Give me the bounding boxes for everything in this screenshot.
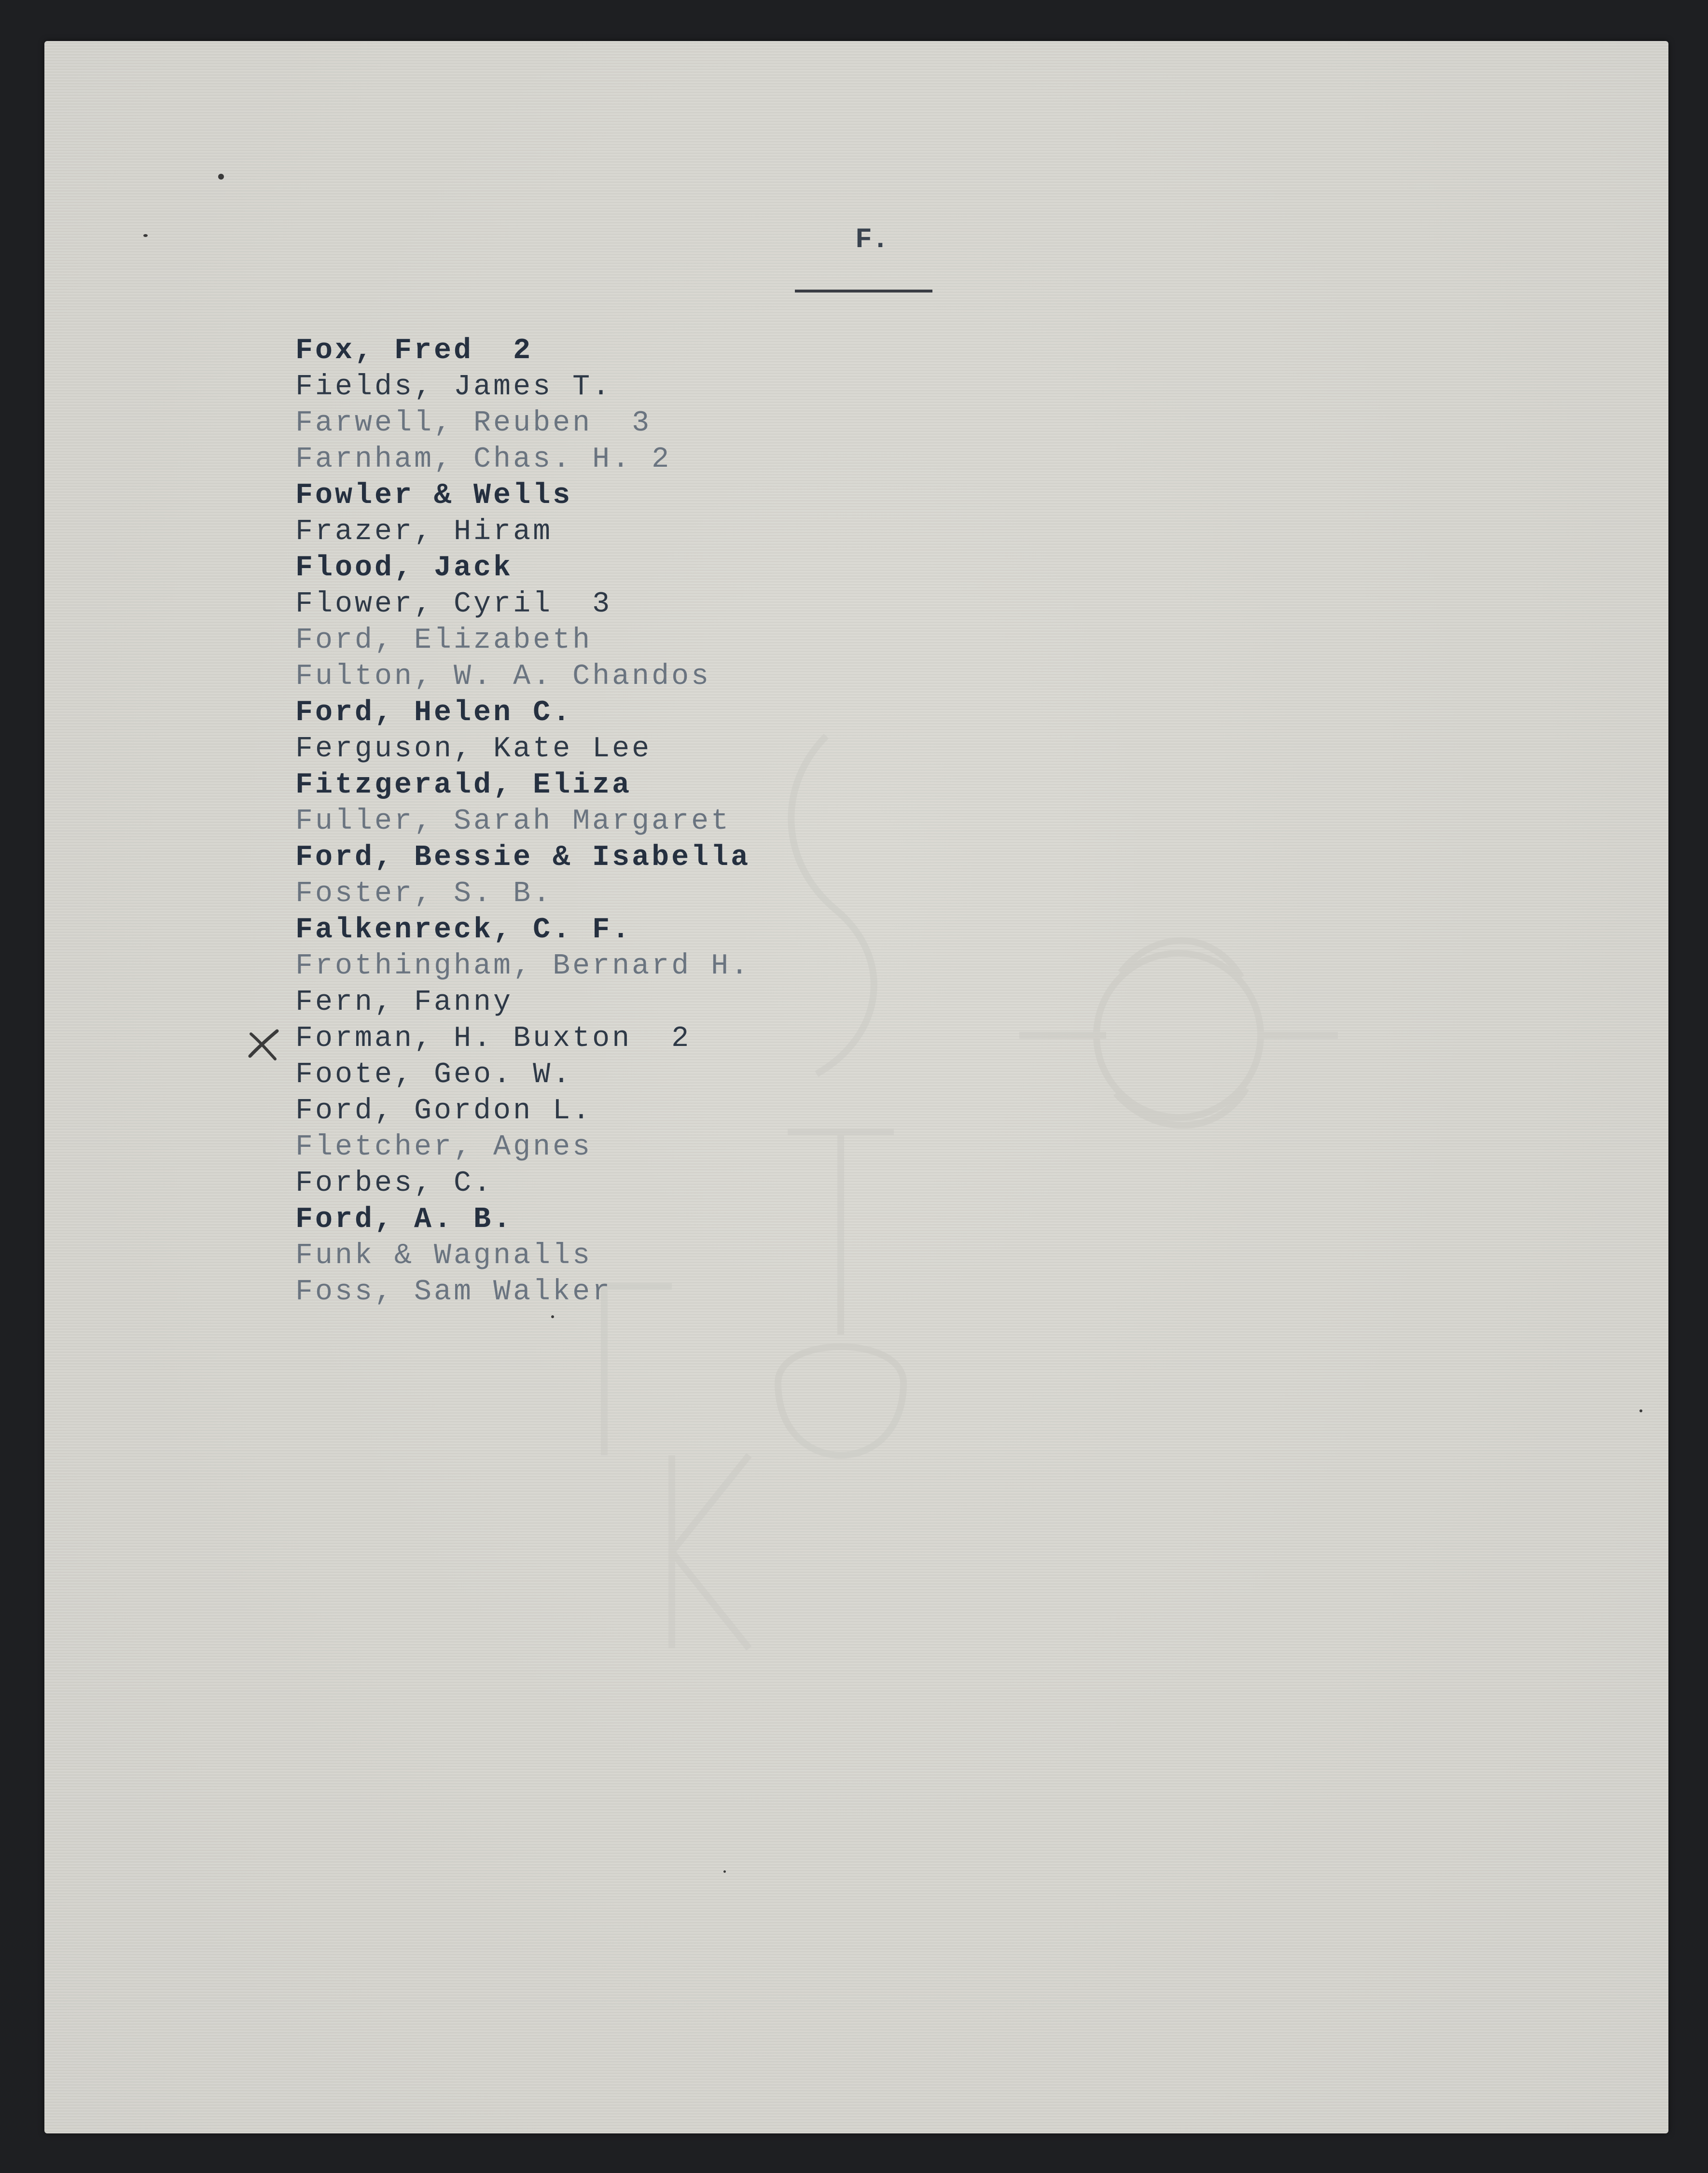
list-item: Forbes, C.	[295, 1167, 494, 1200]
list-item: Fox, Fred 2	[295, 334, 533, 367]
list-item: Fields, James T.	[295, 371, 612, 404]
list-item: Flower, Cyril 3	[295, 588, 612, 621]
paper-speck	[1639, 1409, 1642, 1412]
list-item: Fuller, Sarah Margaret	[295, 805, 731, 838]
document-page	[44, 41, 1668, 2133]
check-mark-icon	[246, 1028, 280, 1062]
paper-speck	[143, 234, 148, 237]
paper-speck	[218, 174, 224, 180]
list-item: Falkenreck, C. F.	[295, 914, 632, 947]
list-item: Fitzgerald, Eliza	[295, 769, 632, 802]
list-item: Ford, Gordon L.	[295, 1095, 593, 1128]
list-item: Ford, Elizabeth	[295, 624, 593, 657]
list-item: Foote, Geo. W.	[295, 1059, 573, 1091]
list-item: Ford, A. B.	[295, 1203, 514, 1236]
list-item: Fulton, W. A. Chandos	[295, 660, 711, 693]
list-item-marked: Forman, H. Buxton 2	[295, 1022, 692, 1055]
name-list	[295, 333, 750, 1310]
list-item: Farwell, Reuben 3	[295, 407, 652, 440]
list-item: Fletcher, Agnes	[295, 1131, 593, 1164]
paper-speck	[551, 1315, 554, 1318]
list-item: Ford, Bessie & Isabella	[295, 841, 751, 874]
list-item: Fern, Fanny	[295, 986, 514, 1019]
list-item: Foster, S. B.	[295, 878, 553, 910]
list-item: Ford, Helen C.	[295, 696, 573, 729]
heading-underline	[795, 290, 932, 293]
paper-speck	[723, 1870, 726, 1873]
list-item: Flood, Jack	[295, 552, 514, 585]
section-heading: F.	[855, 224, 889, 256]
list-item: Foss, Sam Walker	[295, 1276, 612, 1309]
list-item: Ferguson, Kate Lee	[295, 733, 652, 766]
list-item: Fowler & Wells	[295, 479, 573, 512]
list-item: Farnham, Chas. H. 2	[295, 443, 672, 476]
list-item: Frazer, Hiram	[295, 515, 553, 548]
list-item: Funk & Wagnalls	[295, 1240, 593, 1272]
list-item: Frothingham, Bernard H.	[295, 950, 751, 983]
